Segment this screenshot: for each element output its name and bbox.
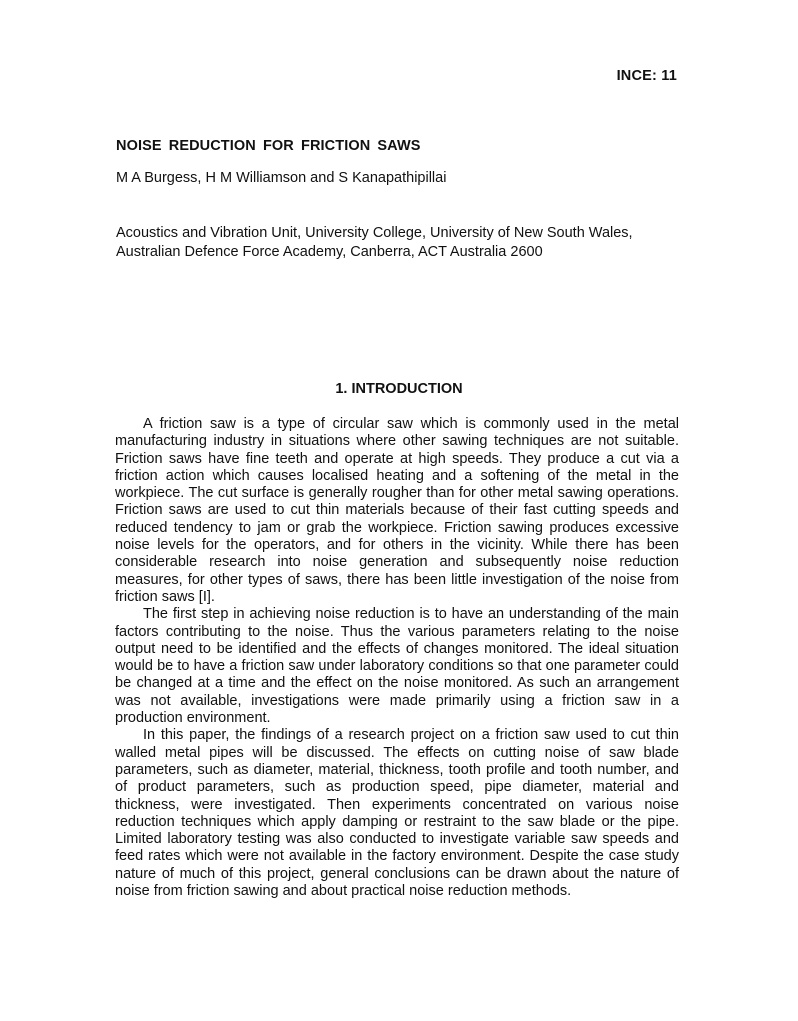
section-body: [115, 416, 679, 900]
body-paragraph: The first step in achieving noise reduction is to have an understanding of the main factors contributing to the noise. Thus the various parameters relating to the noise output need to be identified and the effects of changes monitored. The ideal situation would be to have a friction saw under laboratory conditions so that one parameter could be changed at a time and the effect on the noise monitored. As such an arrangement was not available, investigations were made primarily using a friction saw in a production environment.: [115, 606, 679, 727]
body-paragraph: In this paper, the findings of a research project on a friction saw used to cut thin walled metal pipes will be discussed. The effects on cutting noise of saw blade parameters, such as diameter, material, thickness, tooth profile and tooth number, and of product parameters, such as production speed, pipe diameter, material and thickness, were investigated. Then experiments concentrated on various noise reduction techniques which apply damping or restraint to the saw blade or the pipe. Limited laboratory testing was also conducted to investigate variable saw speeds and feed rates which were not available in the factory environment. Despite the case study nature of much of this project, general conclusions can be drawn about the nature of noise from friction sawing and about practical noise reduction methods.: [115, 727, 679, 900]
paper-title: NOISE REDUCTION FOR FRICTION SAWS: [116, 138, 421, 154]
paper-authors: M A Burgess, H M Williamson and S Kanapathipillai: [116, 170, 447, 186]
author-affiliation: Acoustics and Vibration Unit, University College, University of New South Wales, Australian Defence Force Academy, Canberra, ACT Australia 2600: [116, 225, 633, 260]
section-heading: 1. INTRODUCTION: [335, 381, 463, 397]
page-identifier: INCE: 11: [616, 68, 677, 84]
body-paragraph: A friction saw is a type of circular saw which is commonly used in the metal manufacturing industry in situations where other sawing techniques are not suitable. Friction saws have fine teeth and operate at high speeds. They produce a cut via a friction action which causes localised heating and a softening of the metal in the workpiece. The cut surface is generally rougher than for other metal sawing operations. Friction saws are used to cut thin materials because of their fast cutting speeds and reduced tendency to jam or grab the workpiece. Friction sawing produces excessive noise levels for the operators, and for others in the vicinity. While there has been considerable research into noise generation and subsequently noise reduction measures, for other types of saws, there has been little investigation of the noise from friction saws [I].: [115, 416, 679, 605]
